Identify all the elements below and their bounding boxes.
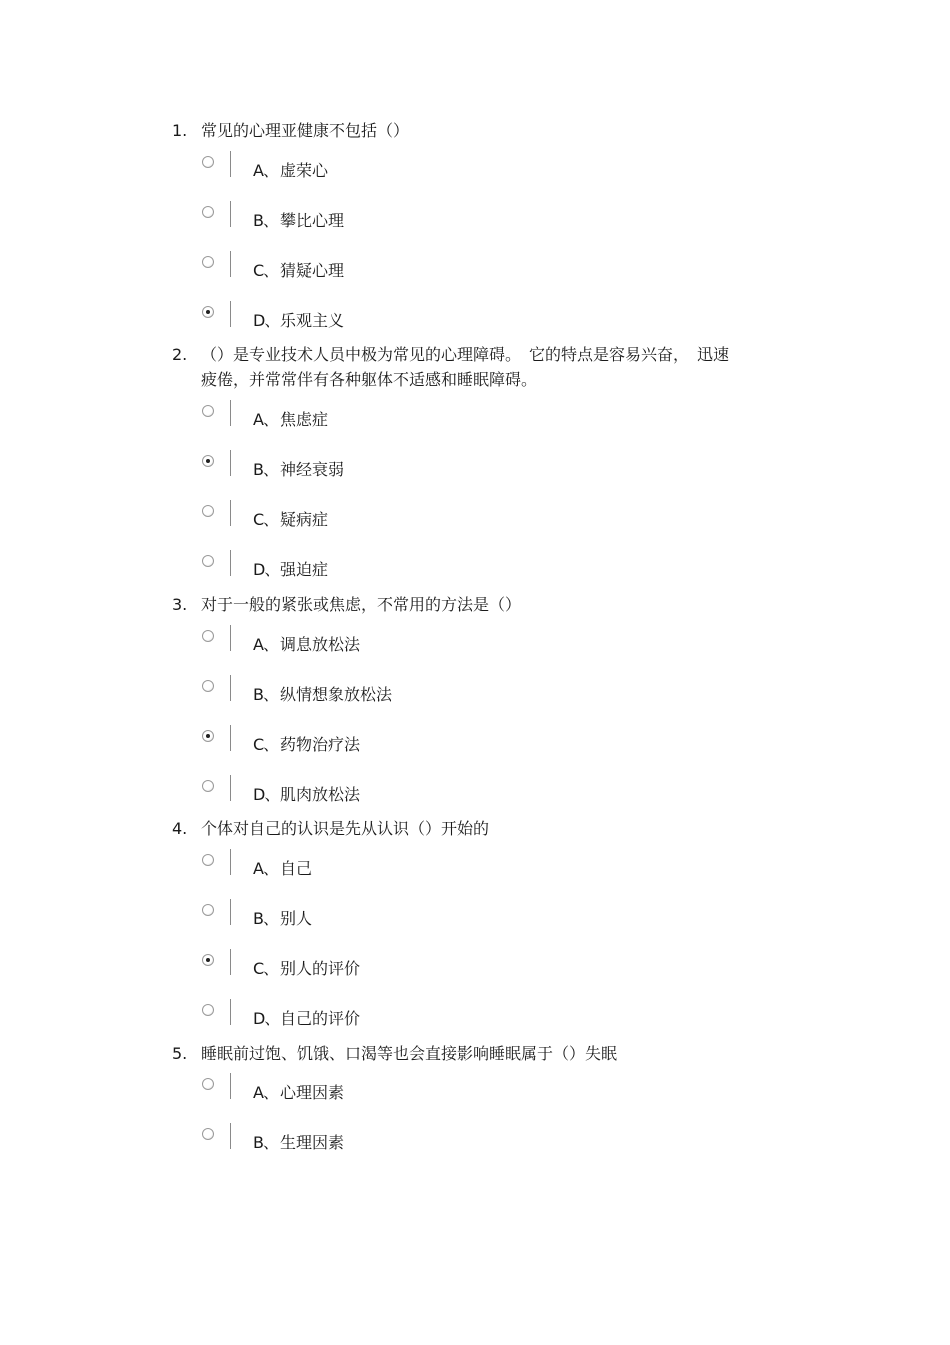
option-letter: B、	[253, 1133, 278, 1152]
option-letter: A、	[253, 410, 278, 429]
option-letter: A、	[253, 635, 278, 654]
radio-q1-a[interactable]	[202, 156, 214, 168]
option-divider	[230, 400, 231, 426]
question-text: （）是专业技术人员中极为常见的心理障碍。 它的特点是容易兴奋， 迅速	[201, 345, 730, 364]
radio-q5-b[interactable]	[202, 1128, 214, 1140]
option-divider	[230, 201, 231, 227]
option-label: 心理因素	[280, 1083, 345, 1102]
question-number: 5.	[172, 1044, 188, 1063]
option-letter: A、	[253, 1083, 278, 1102]
radio-q5-a[interactable]	[202, 1078, 214, 1090]
option-divider	[230, 1123, 231, 1149]
radio-q3-a[interactable]	[202, 630, 214, 642]
question-text-line2: 疲倦，并常常伴有各种躯体不适感和睡眠障碍。	[201, 370, 538, 389]
option-label: 疑病症	[280, 510, 329, 529]
question-text: 睡眠前过饱、饥饿、口渴等也会直接影响睡眠属于（）失眠	[201, 1044, 618, 1063]
option-letter: D、	[253, 1009, 280, 1028]
option-label: 焦虑症	[280, 410, 329, 429]
option-label: 自己	[280, 859, 313, 878]
option-label: 生理因素	[280, 1133, 345, 1152]
option-label: 药物治疗法	[280, 735, 361, 754]
option-divider	[230, 999, 231, 1025]
option-divider	[230, 500, 231, 526]
question-number: 2.	[172, 345, 188, 364]
question-number: 3.	[172, 595, 188, 614]
radio-q4-d[interactable]	[202, 1004, 214, 1016]
option-divider	[230, 151, 231, 177]
radio-q1-b[interactable]	[202, 206, 214, 218]
option-divider	[230, 949, 231, 975]
option-label: 猜疑心理	[280, 261, 345, 280]
question-number: 4.	[172, 819, 188, 838]
radio-q2-c[interactable]	[202, 505, 214, 517]
option-letter: A、	[253, 859, 278, 878]
option-divider	[230, 450, 231, 476]
radio-q2-a[interactable]	[202, 405, 214, 417]
question-number: 1.	[172, 121, 188, 140]
option-letter: D、	[253, 311, 280, 330]
option-letter: A、	[253, 161, 278, 180]
option-label: 自己的评价	[280, 1009, 361, 1028]
option-letter: B、	[253, 460, 278, 479]
question-text: 对于一般的紧张或焦虑，不常用的方法是（）	[201, 595, 522, 614]
option-divider	[230, 725, 231, 751]
option-letter: D、	[253, 560, 280, 579]
option-letter: B、	[253, 211, 278, 230]
option-letter: B、	[253, 909, 278, 928]
question-text: 常见的心理亚健康不包括（）	[201, 121, 410, 140]
option-divider	[230, 251, 231, 277]
option-divider	[230, 849, 231, 875]
radio-q2-b-selected[interactable]	[202, 455, 214, 467]
option-label: 调息放松法	[280, 635, 361, 654]
option-label: 别人的评价	[280, 959, 361, 978]
option-label: 强迫症	[280, 560, 329, 579]
option-divider	[230, 1073, 231, 1099]
radio-q4-b[interactable]	[202, 904, 214, 916]
question-text: 个体对自己的认识是先从认识（）开始的	[201, 819, 490, 838]
radio-q4-c-selected[interactable]	[202, 954, 214, 966]
radio-q2-d[interactable]	[202, 555, 214, 567]
option-label: 攀比心理	[280, 211, 345, 230]
option-letter: D、	[253, 785, 280, 804]
radio-q4-a[interactable]	[202, 854, 214, 866]
option-divider	[230, 675, 231, 701]
option-letter: C、	[253, 261, 279, 280]
radio-q3-d[interactable]	[202, 780, 214, 792]
option-label: 纵情想象放松法	[280, 685, 393, 704]
radio-q1-c[interactable]	[202, 256, 214, 268]
option-label: 乐观主义	[280, 311, 345, 330]
radio-q1-d-selected[interactable]	[202, 306, 214, 318]
option-divider	[230, 775, 231, 801]
option-label: 别人	[280, 909, 313, 928]
option-divider	[230, 625, 231, 651]
option-divider	[230, 899, 231, 925]
option-label: 肌肉放松法	[280, 785, 361, 804]
radio-q3-c-selected[interactable]	[202, 730, 214, 742]
option-letter: B、	[253, 685, 278, 704]
option-label: 神经衰弱	[280, 460, 345, 479]
radio-q3-b[interactable]	[202, 680, 214, 692]
option-letter: C、	[253, 510, 279, 529]
option-letter: C、	[253, 959, 279, 978]
option-divider	[230, 301, 231, 327]
option-letter: C、	[253, 735, 279, 754]
option-divider	[230, 550, 231, 576]
option-label: 虚荣心	[280, 161, 329, 180]
